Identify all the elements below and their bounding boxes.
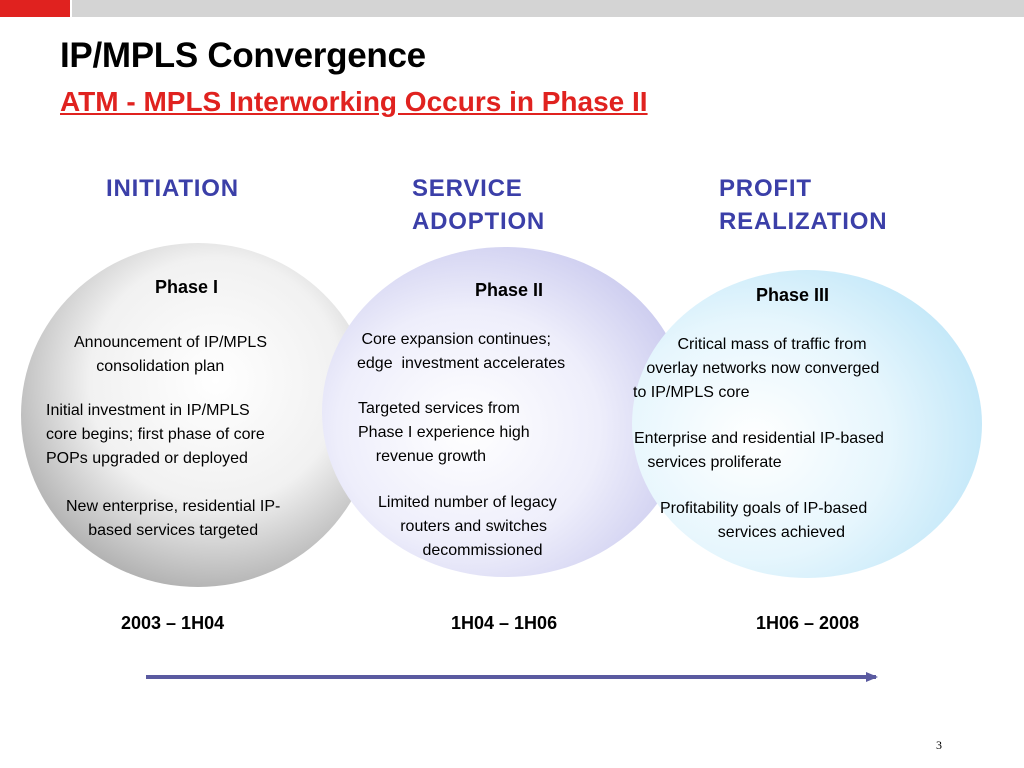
phase-3-item: Enterprise and residential IP-based services proliferate	[634, 430, 884, 471]
phase-3-item: Critical mass of traffic from overlay networks now converged to IP/MPLS core	[633, 336, 880, 401]
phase-2-item: Limited number of legacy routers and switches decommissioned	[378, 494, 557, 559]
phase-2-period: 1H04 – 1H06	[451, 613, 558, 633]
stage-service-adoption: SERVICE ADOPTION	[412, 175, 546, 235]
phase-1-item: Announcement of IP/MPLS consolidation plan	[74, 334, 267, 375]
phase-3-period: 1H06 – 2008	[756, 613, 860, 633]
phase-2-item: Core expansion continues; edge investment accelerates	[357, 331, 566, 372]
stage-initiation: INITIATION	[106, 175, 239, 202]
stage-profit-realization: PROFIT REALIZATION	[719, 175, 888, 235]
phase-1-period: 2003 – 1H04	[121, 613, 225, 633]
phase-3-item: Profitability goals of IP-based services achieved	[660, 500, 868, 541]
phase-2-title: Phase II	[475, 280, 544, 300]
phase-3-title: Phase III	[756, 285, 830, 305]
phase-1-item: Initial investment in IP/MPLS core begins; first phase of core POPs upgraded or deployed	[46, 402, 265, 467]
phase-1-title: Phase I	[155, 277, 219, 297]
slide-title: IP/MPLS Convergence	[60, 36, 426, 75]
phase-2-item: Targeted services from Phase I experience high revenue growth	[358, 400, 530, 465]
slide-subtitle: ATM - MPLS Interworking Occurs in Phase II	[60, 86, 648, 117]
page-number: 3	[936, 738, 942, 752]
phase-1-item: New enterprise, residential IP- based services targeted	[66, 498, 281, 539]
